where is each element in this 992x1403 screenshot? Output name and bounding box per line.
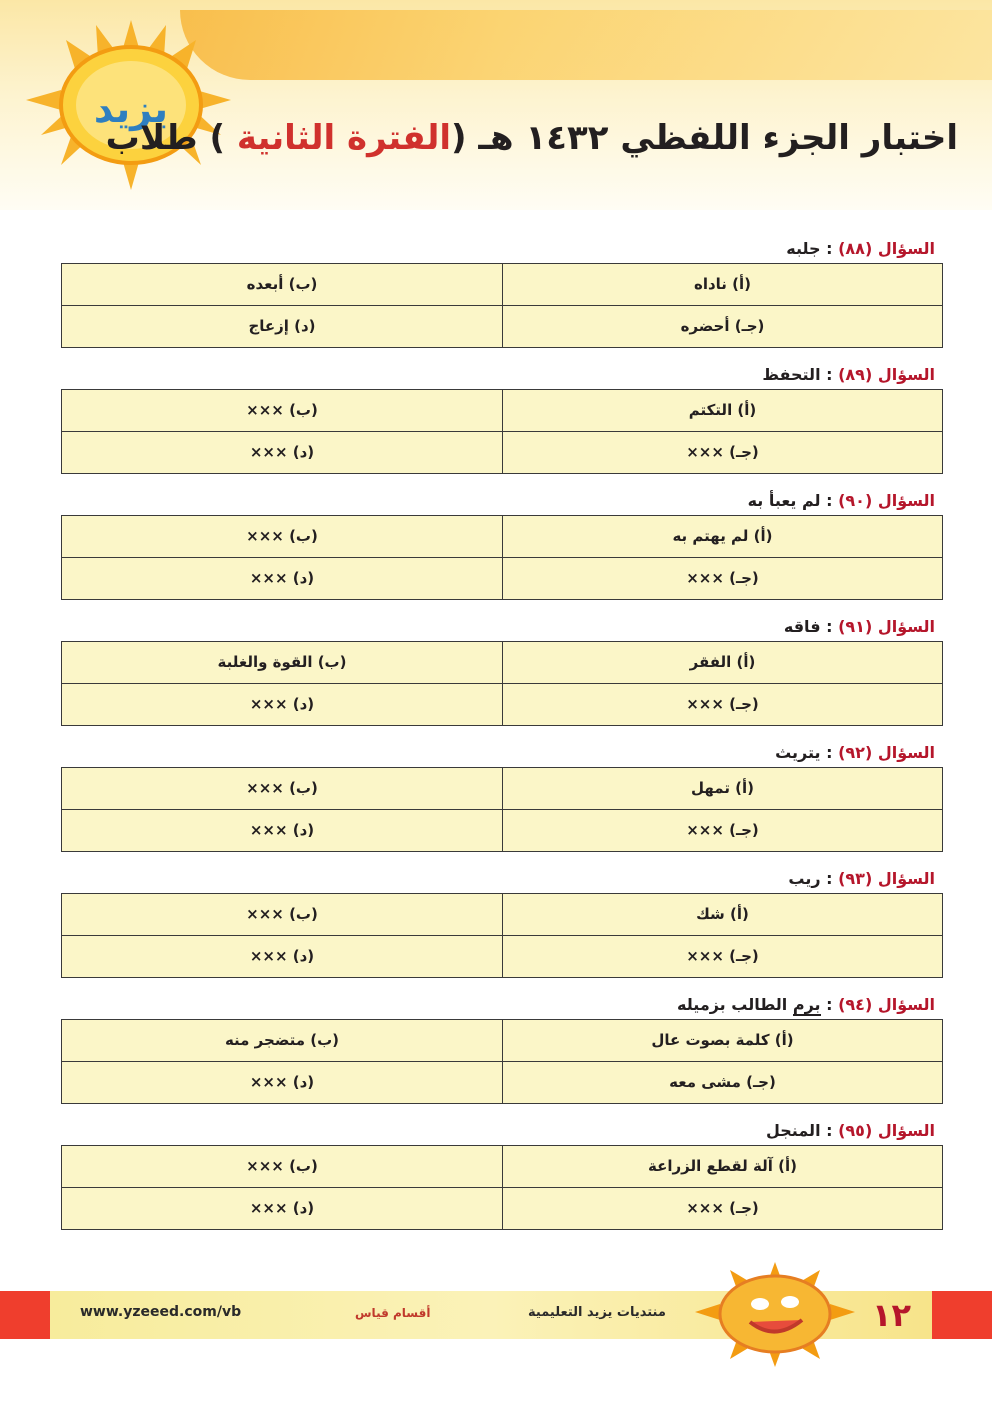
option-c[interactable]: (جـ) ××× (502, 432, 942, 473)
options-table (61, 893, 943, 978)
option-a[interactable]: (أ) آلة لقطع الزراعة (502, 1146, 942, 1188)
option-b[interactable]: (ب) ××× (62, 390, 502, 432)
options-table (61, 641, 943, 726)
question-label: السؤال (٩٤) : برم الطالب بزميله (677, 995, 935, 1014)
question-label: السؤال (٩٥) : المنجل (765, 1121, 935, 1140)
option-a[interactable]: (أ) كلمة بصوت عال (502, 1020, 942, 1062)
page-header (0, 0, 992, 210)
footer-sun-icon (690, 1262, 860, 1367)
option-b[interactable]: (ب) ××× (62, 894, 502, 936)
option-d[interactable]: (د) ××× (249, 947, 315, 965)
question-label: السؤال (٩٣) : ريب (788, 869, 935, 888)
option-b[interactable]: (ب) ××× (62, 516, 502, 558)
options-table (61, 389, 943, 474)
options-table (61, 767, 943, 852)
title-highlight: الفترة الثانية (236, 118, 452, 158)
option-d[interactable]: (د) ××× (249, 569, 315, 587)
header-stripe (180, 10, 992, 80)
footer-forum-name: منتديات يزيد التعليمية (528, 1305, 666, 1320)
sun-logo-icon (0, 10, 266, 200)
question-label: السؤال (٩٢) : يتريث (775, 743, 935, 762)
option-c[interactable]: (جـ) ××× (502, 936, 942, 977)
questions-list (61, 235, 943, 1243)
question-label: السؤال (٨٩) : التحفظ (762, 365, 935, 384)
option-c[interactable]: (جـ) ××× (502, 558, 942, 599)
option-b[interactable]: (ب) أبعده (62, 264, 502, 306)
option-a[interactable]: (أ) ناداه (502, 264, 942, 306)
options-table (61, 263, 943, 348)
option-d[interactable]: (د) إزعاج (248, 317, 316, 335)
question-label: السؤال (٩٠) : لم يعبأ به (747, 491, 935, 510)
option-a[interactable]: (أ) شك (502, 894, 942, 936)
option-c[interactable]: (جـ) ××× (502, 684, 942, 725)
option-d[interactable]: (د) ××× (249, 443, 315, 461)
option-a[interactable]: (أ) التكتم (502, 390, 942, 432)
option-d[interactable]: (د) ××× (249, 695, 315, 713)
options-table (61, 1019, 943, 1104)
option-d[interactable]: (د) ××× (249, 1199, 315, 1217)
option-b[interactable]: (ب) ××× (62, 768, 502, 810)
footer-section-label: أقسام قياس (355, 1306, 431, 1320)
page-title (106, 118, 958, 158)
options-table (61, 1145, 943, 1230)
option-c[interactable]: (جـ) مشى معه (502, 1062, 942, 1103)
option-c[interactable]: (جـ) ××× (502, 810, 942, 851)
question-label: السؤال (٩١) : فاقه (783, 617, 935, 636)
option-c[interactable]: (جـ) ××× (502, 1188, 942, 1229)
option-d[interactable]: (د) ××× (249, 821, 315, 839)
option-a[interactable]: (أ) الفقر (502, 642, 942, 684)
title-end: ) طلاب (105, 118, 237, 158)
option-b[interactable]: (ب) القوة والغلبة (62, 642, 502, 684)
option-c[interactable]: (جـ) أحضره (502, 306, 942, 347)
footer-url-link[interactable]: www.yzeeed.com/vb (80, 1304, 242, 1320)
option-a[interactable]: (أ) تمهل (502, 768, 942, 810)
title-main: اختبار الجزء اللفظي ١٤٣٢ هـ ( (451, 118, 958, 158)
option-d[interactable]: (د) ××× (249, 1073, 315, 1091)
option-a[interactable]: (أ) لم يهتم به (502, 516, 942, 558)
page-number: ١٢ (872, 1296, 912, 1334)
option-b[interactable]: (ب) ××× (62, 1146, 502, 1188)
options-table (61, 515, 943, 600)
question-label: السؤال (٨٨) : جلبه (786, 239, 935, 258)
logo-text: يزيد (93, 87, 169, 131)
option-b[interactable]: (ب) متضجر منه (62, 1020, 502, 1062)
